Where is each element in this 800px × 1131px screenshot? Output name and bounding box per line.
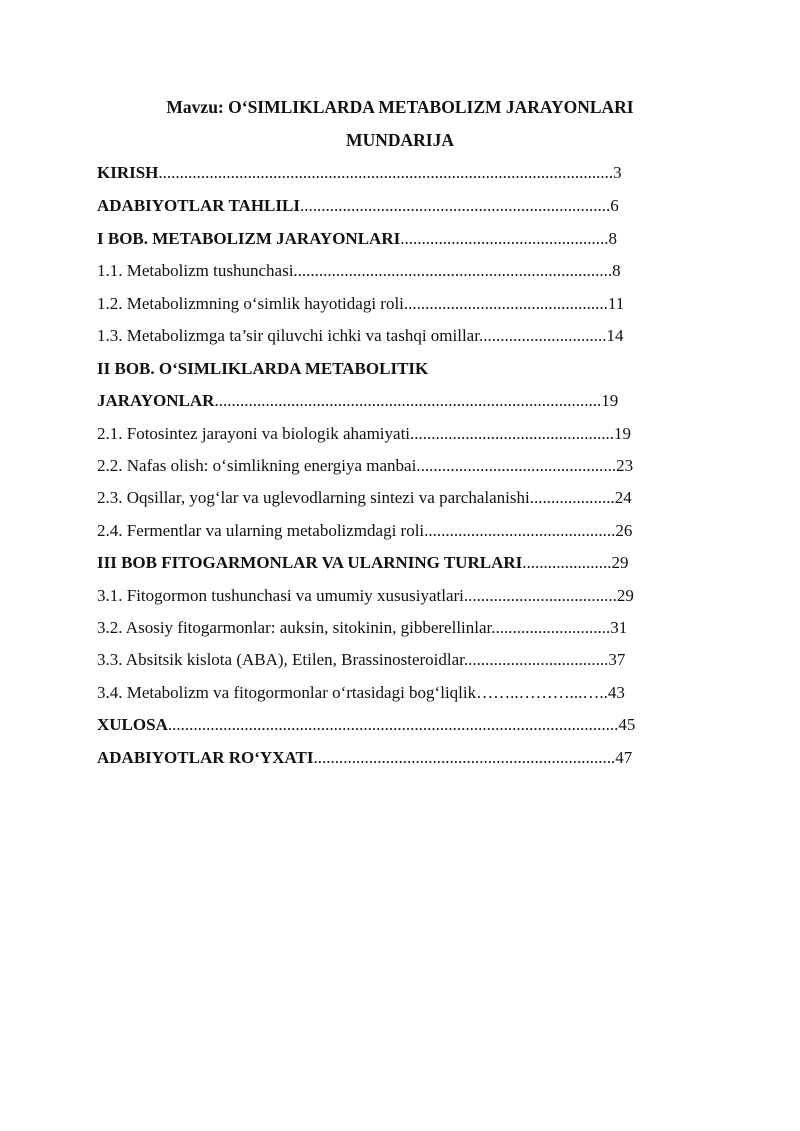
toc-entry	[97, 521, 632, 541]
toc-label: 3.1. Fitogormon tushunchasi va umumiy xususiyatlari	[97, 586, 464, 605]
toc-page-number: 8	[612, 261, 621, 280]
toc-page-number: 19	[614, 424, 632, 443]
toc-page-number: 19	[601, 391, 619, 410]
toc-dots: ............................	[491, 618, 611, 637]
toc-label: 2.2. Nafas olish: o‘simlikning energiya manbai	[97, 456, 417, 475]
toc-page-number: 23	[616, 456, 634, 475]
toc-entry	[97, 391, 618, 411]
toc-label: ADABIYOTLAR TAHLILI	[97, 196, 300, 215]
toc-label: 1.3. Metabolizmga ta’sir qiluvchi ichki va tashqi omillar	[97, 326, 479, 345]
toc-label: I BOB. METABOLIZM JARAYONLARI	[97, 229, 401, 248]
toc-label: 1.2. Metabolizmning o‘simlik hayotidagi roli	[97, 294, 404, 313]
toc-entry	[97, 618, 627, 638]
toc-page-number: 11	[607, 294, 625, 313]
toc-dots: .....................	[522, 553, 612, 572]
toc-page-number: 47	[615, 748, 633, 767]
toc-entry	[97, 748, 632, 768]
toc-label: XULOSA	[97, 715, 168, 734]
toc-entry	[97, 326, 623, 346]
toc-dots: .......................................................................	[313, 748, 616, 767]
toc-entry	[97, 359, 428, 379]
toc-entry	[97, 553, 629, 573]
toc-entry	[97, 683, 625, 703]
toc-page-number: 14	[606, 326, 624, 345]
toc-label: 2.3. Oqsillar, yog‘lar va uglevodlarning sintezi va parchalanishi	[97, 488, 530, 507]
toc-entry	[97, 488, 632, 508]
toc-entry	[97, 715, 635, 735]
toc-entry	[97, 229, 617, 249]
toc-dots: ..........................................................................................................	[167, 715, 619, 734]
toc-entry	[97, 650, 625, 670]
toc-page-number: 26	[615, 521, 633, 540]
toc-dots: ...........................................................................................	[214, 391, 602, 410]
toc-dots: .........................................................................	[299, 196, 611, 215]
toc-page-number: 24	[614, 488, 632, 507]
toc-dots: .................................................	[400, 229, 609, 248]
toc-dots: ................................................	[410, 424, 615, 443]
toc-entry	[97, 261, 621, 281]
toc-label: 3.4. Metabolizm va fitogormonlar o‘rtasidagi bog‘liqlik	[97, 683, 477, 702]
toc-dots: ....................	[529, 488, 615, 507]
toc-label: 3.3. Absitsik kislota (ABA), Etilen, Brassinosteroidlar	[97, 650, 464, 669]
document-title: Mavzu: O‘SIMLIKLARDA METABOLIZM JARAYONLARI	[166, 97, 634, 117]
toc-label: 2.4. Fermentlar va ularning metabolizmdagi roli	[97, 521, 425, 540]
toc-label: 3.2. Asosiy fitogarmonlar: auksin, sitokinin, gibberellinlar	[97, 618, 492, 637]
toc-dots: ....................................	[463, 586, 617, 605]
toc-entry	[97, 163, 622, 183]
toc-dots: ...........................................................................................................	[158, 163, 614, 182]
toc-dots: ................................................	[403, 294, 608, 313]
toc-entry	[97, 456, 633, 476]
toc-label: 2.1. Fotosintez jarayoni va biologik ahamiyati	[97, 424, 411, 443]
toc-page-number: 8	[608, 229, 617, 248]
toc-dots: ..................................	[463, 650, 609, 669]
toc-label: II BOB. O‘SIMLIKLARDA METABOLITIK	[97, 359, 429, 378]
toc-label: 1.1. Metabolizm tushunchasi	[97, 261, 294, 280]
toc-entry	[97, 294, 624, 314]
toc-entry	[97, 424, 631, 444]
toc-dots: .............................................	[424, 521, 616, 540]
toc-page-number: 43	[607, 683, 625, 702]
toc-page-number: 45	[618, 715, 636, 734]
toc-page-number: 3	[613, 163, 622, 182]
toc-label: ADABIYOTLAR RO‘YXATI	[97, 748, 314, 767]
toc-label: KIRISH	[97, 163, 159, 182]
toc-dots: ……..………...…..	[476, 683, 608, 702]
toc-page-number: 29	[611, 553, 629, 572]
toc-page-number: 37	[608, 650, 626, 669]
toc-page-number: 6	[610, 196, 619, 215]
toc-heading: MUNDARIJA	[346, 130, 454, 150]
toc-page-number: 31	[610, 618, 628, 637]
toc-entry	[97, 586, 634, 606]
toc-page-number: 29	[616, 586, 634, 605]
toc-dots: ...........................................................................	[293, 261, 613, 280]
toc-dots: ..............................	[478, 326, 607, 345]
toc-label: JARAYONLAR	[97, 391, 215, 410]
toc-label: III BOB FITOGARMONLAR VA ULARNING TURLARI	[97, 553, 523, 572]
toc-dots: ...............................................	[416, 456, 617, 475]
toc-entry	[97, 196, 619, 216]
